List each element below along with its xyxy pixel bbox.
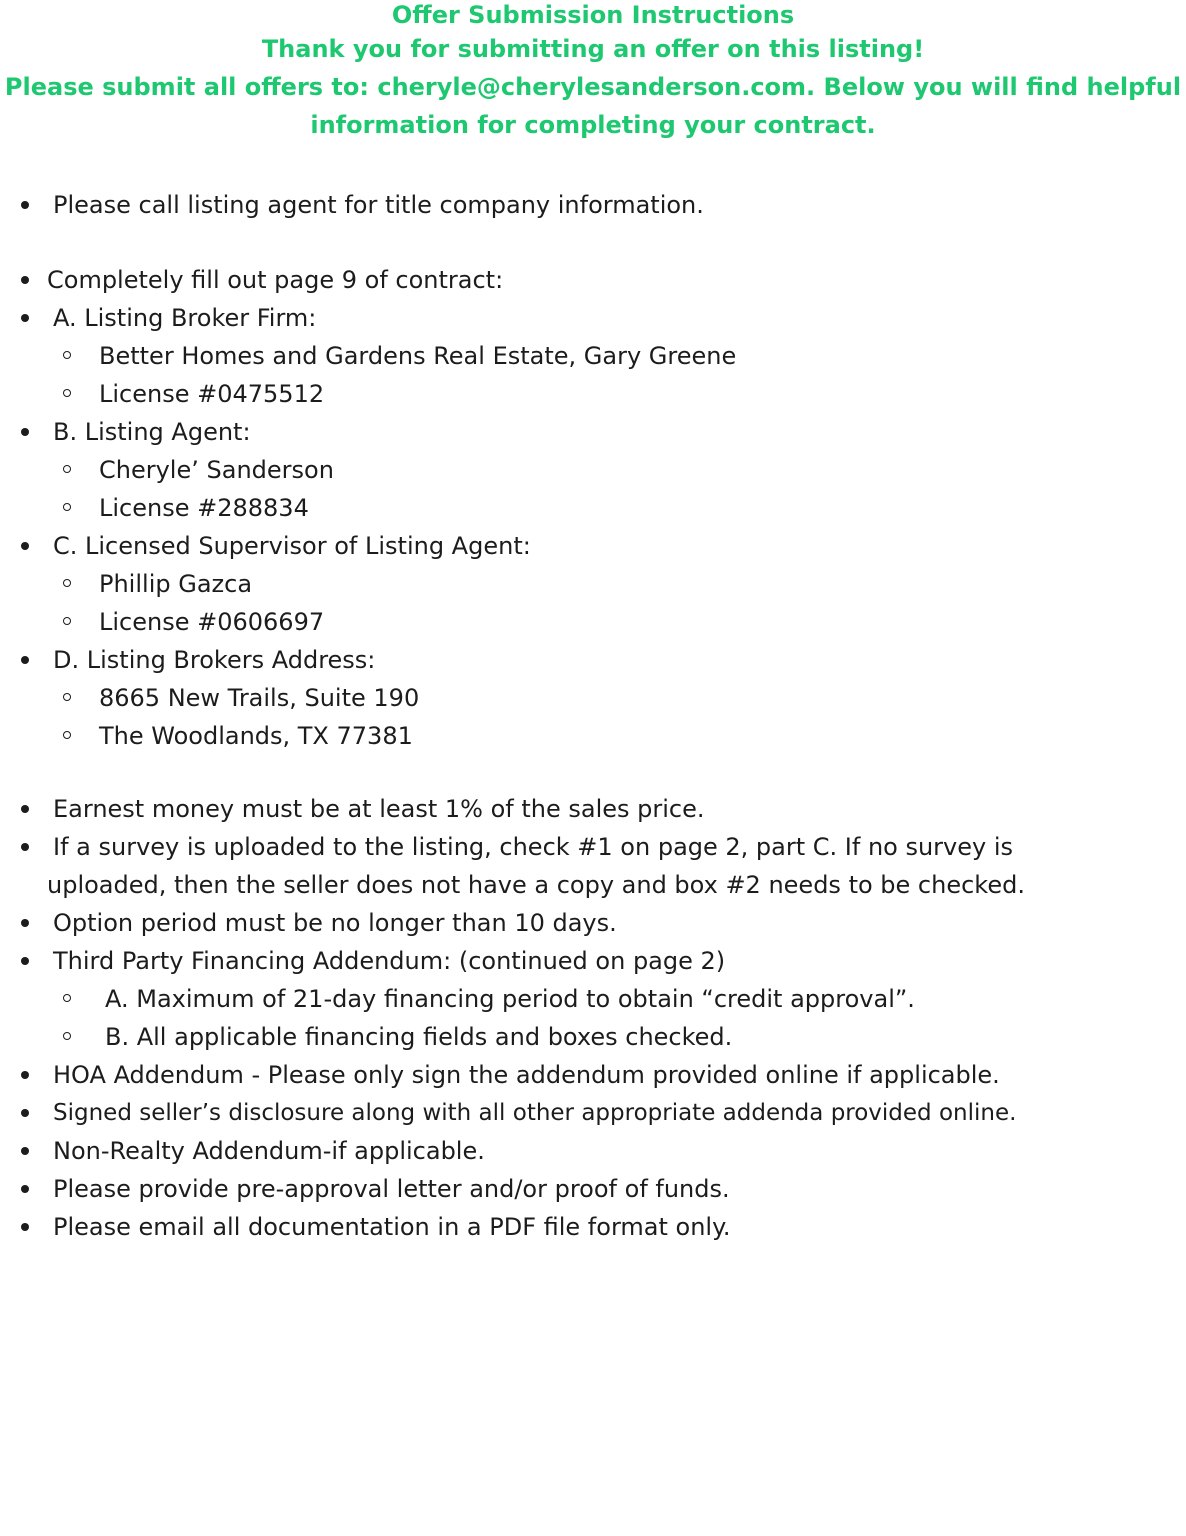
sub-item-financing-period: A. Maximum of 21-day financing period to obtain “credit approval”. bbox=[0, 980, 1186, 1018]
circle-bullet-icon bbox=[63, 994, 71, 1002]
circle-bullet-icon bbox=[63, 731, 71, 739]
circle-bullet-icon bbox=[63, 465, 71, 473]
sub-item-supervisor-name: Phillip Gazca bbox=[0, 565, 1186, 603]
sub-item-address-line-1: 8665 New Trails, Suite 190 bbox=[0, 679, 1186, 717]
bullet-icon bbox=[21, 428, 29, 436]
bullet-icon bbox=[21, 805, 29, 813]
sub-item-address-line-2: The Woodlands, TX 77381 bbox=[0, 717, 1186, 755]
circle-bullet-icon bbox=[63, 389, 71, 397]
bullet-icon bbox=[21, 1223, 29, 1231]
contract-page-9-section bbox=[0, 261, 1186, 755]
circle-bullet-icon bbox=[63, 351, 71, 359]
bullet-icon bbox=[21, 919, 29, 927]
bullet-icon bbox=[21, 276, 29, 284]
circle-bullet-icon bbox=[63, 1032, 71, 1040]
list-item-fill-page-9: Completely fill out page 9 of contract: bbox=[0, 261, 1186, 299]
bullet-icon bbox=[21, 1147, 29, 1155]
title-company-section bbox=[0, 186, 1186, 224]
list-item-survey: If a survey is uploaded to the listing, check #1 on page 2, part C. If no survey is uploaded, then the seller does not have a copy and box #2 needs to be checked. bbox=[0, 828, 1186, 904]
contract-info-line: information for completing your contract. bbox=[310, 111, 876, 139]
list-item-hoa-addendum: HOA Addendum - Please only sign the addendum provided online if applicable. bbox=[0, 1056, 1186, 1094]
instructions-header bbox=[0, 0, 1186, 144]
sub-item-broker-firm-license: License #0475512 bbox=[0, 375, 1186, 413]
list-item-broker-firm: A. Listing Broker Firm: bbox=[0, 299, 1186, 337]
sub-item-supervisor-license: License #0606697 bbox=[0, 603, 1186, 641]
list-item-non-realty-addendum: Non-Realty Addendum-if applicable. bbox=[0, 1132, 1186, 1170]
list-item-financing-addendum: Third Party Financing Addendum: (continued on page 2) bbox=[0, 942, 1186, 980]
list-item-listing-agent: B. Listing Agent: bbox=[0, 413, 1186, 451]
bullet-icon bbox=[21, 843, 29, 851]
circle-bullet-icon bbox=[63, 693, 71, 701]
sub-item-listing-agent-license: License #288834 bbox=[0, 489, 1186, 527]
bullet-icon bbox=[21, 957, 29, 965]
bullet-icon bbox=[21, 201, 29, 209]
sub-item-financing-fields: B. All applicable financing fields and boxes checked. bbox=[0, 1018, 1186, 1056]
list-item-pdf-format: Please email all documentation in a PDF file format only. bbox=[0, 1208, 1186, 1246]
bullet-icon bbox=[21, 1071, 29, 1079]
requirements-section bbox=[0, 790, 1186, 1246]
bullet-icon bbox=[21, 542, 29, 550]
circle-bullet-icon bbox=[63, 617, 71, 625]
circle-bullet-icon bbox=[63, 503, 71, 511]
bullet-icon bbox=[21, 656, 29, 664]
bullet-icon bbox=[21, 1109, 29, 1117]
list-item-title-company: Please call listing agent for title company information. bbox=[0, 186, 1186, 224]
bullet-icon bbox=[21, 1185, 29, 1193]
submit-offers-line: Please submit all offers to: cheryle@cherylesanderson.com. Below you will find helpful bbox=[4, 73, 1182, 101]
list-item-earnest-money: Earnest money must be at least 1% of the sales price. bbox=[0, 790, 1186, 828]
page-title: Offer Submission Instructions bbox=[391, 1, 795, 29]
thank-you-line: Thank you for submitting an offer on this listing! bbox=[261, 35, 925, 63]
bullet-icon bbox=[21, 314, 29, 322]
sub-item-broker-firm-name: Better Homes and Gardens Real Estate, Gary Greene bbox=[0, 337, 1186, 375]
list-item-option-period: Option period must be no longer than 10 days. bbox=[0, 904, 1186, 942]
circle-bullet-icon bbox=[63, 579, 71, 587]
sub-item-listing-agent-name: Cheryle’ Sanderson bbox=[0, 451, 1186, 489]
list-item-seller-disclosure: Signed seller’s disclosure along with all other appropriate addenda provided online. bbox=[0, 1094, 1186, 1132]
list-item-supervisor: C. Licensed Supervisor of Listing Agent: bbox=[0, 527, 1186, 565]
list-item-preapproval: Please provide pre-approval letter and/or proof of funds. bbox=[0, 1170, 1186, 1208]
list-item-broker-address: D. Listing Brokers Address: bbox=[0, 641, 1186, 679]
